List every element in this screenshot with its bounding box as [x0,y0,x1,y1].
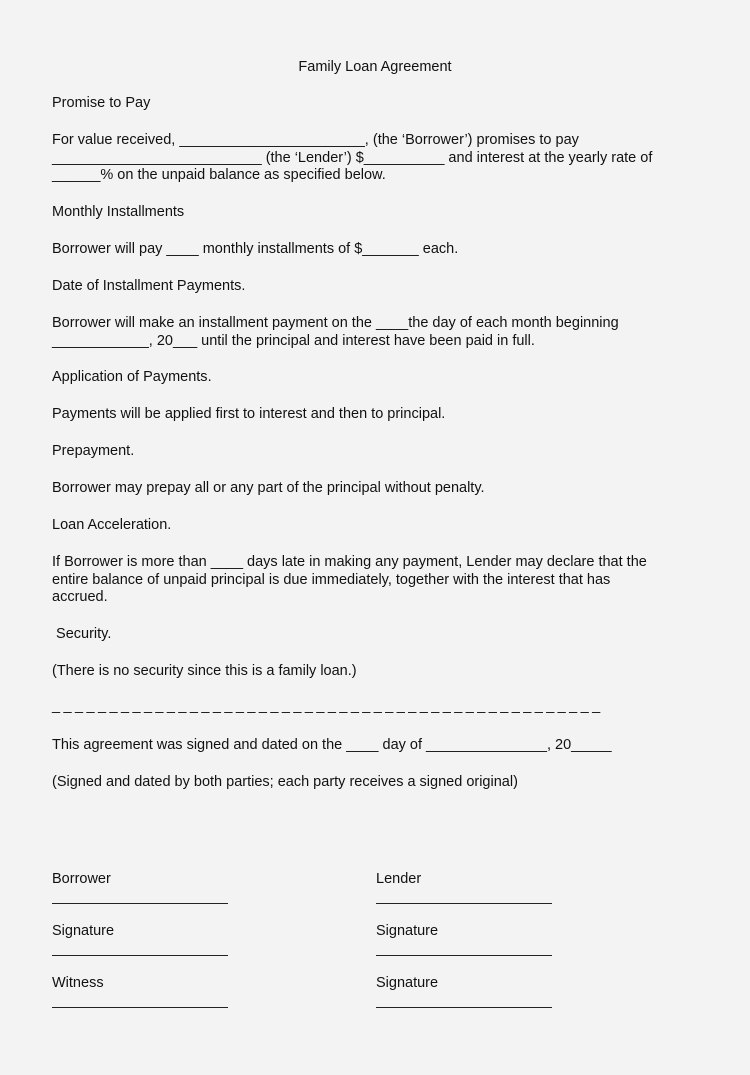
document-title: Family Loan Agreement [298,59,452,75]
signed-note: (Signed and dated by both parties; each party receives a signed original) [52,774,518,790]
acceleration-line-2: entire balance of unpaid principal is due immediately, together with the interest that has [52,571,611,588]
section-heading-installments: Monthly Installments [52,204,185,220]
signature-line-borrower [52,903,228,904]
signature-label-witness-signature: Signature [376,975,439,991]
section-heading-application: Application of Payments. [52,369,212,385]
signature-line-witness [52,1007,228,1008]
dates-line-2: ____________, 20___ until the principal and interest have been paid in full. [52,332,535,349]
acceleration-line-1: If Borrower is more than ____ days late in making any payment, Lender may declare that the [52,554,647,570]
section-heading-acceleration: Loan Acceleration. [52,517,172,533]
promise-line-3: ______% on the unpaid balance as specified below. [52,167,386,183]
promise-line-2: __________________________ (the ‘Lender’) $__________ and interest at the yearly rate of [52,149,653,166]
signature-label-lender: Lender [376,871,422,887]
signature-line-lender-signature [376,955,552,956]
section-heading-dates: Date of Installment Payments. [52,278,246,294]
section-heading-prepayment: Prepayment. [52,443,135,459]
signature-line-witness-signature [376,1007,552,1008]
acceleration-line-3: accrued. [52,589,108,605]
signature-line-lender [376,903,552,904]
security-line-1: (There is no security since this is a family loan.) [52,663,357,679]
application-line-1: Payments will be applied first to interest and then to principal. [52,406,446,422]
promise-line-1: For value received, _______________________, (the ‘Borrower’) promises to pay [52,132,579,148]
dates-line-1: Borrower will make an installment payment on the ____the day of each month beginning [52,315,619,331]
prepayment-line-1: Borrower may prepay all or any part of the principal without penalty. [52,480,485,496]
section-heading-security: Security. [52,626,112,642]
signature-label-lender-signature: Signature [376,923,439,939]
signature-label-borrower-signature: Signature [52,923,115,939]
signed-date-line: This agreement was signed and dated on the ____ day of _______________, 20_____ [52,737,612,753]
dashed-divider: _ _ _ _ _ _ _ _ _ _ _ _ _ _ _ _ _ _ _ _ _ _ _ _ _ _ _ _ _ _ _ _ _ _ _ _ _ _ _ _ _ _ _ _ _ _ _ _ [52,698,600,714]
signature-label-witness: Witness [52,975,104,991]
signature-line-borrower-signature [52,955,228,956]
installments-line-1: Borrower will pay ____ monthly installments of $_______ each. [52,241,459,257]
section-heading-promise: Promise to Pay [52,95,151,111]
signature-label-borrower: Borrower [52,871,111,887]
